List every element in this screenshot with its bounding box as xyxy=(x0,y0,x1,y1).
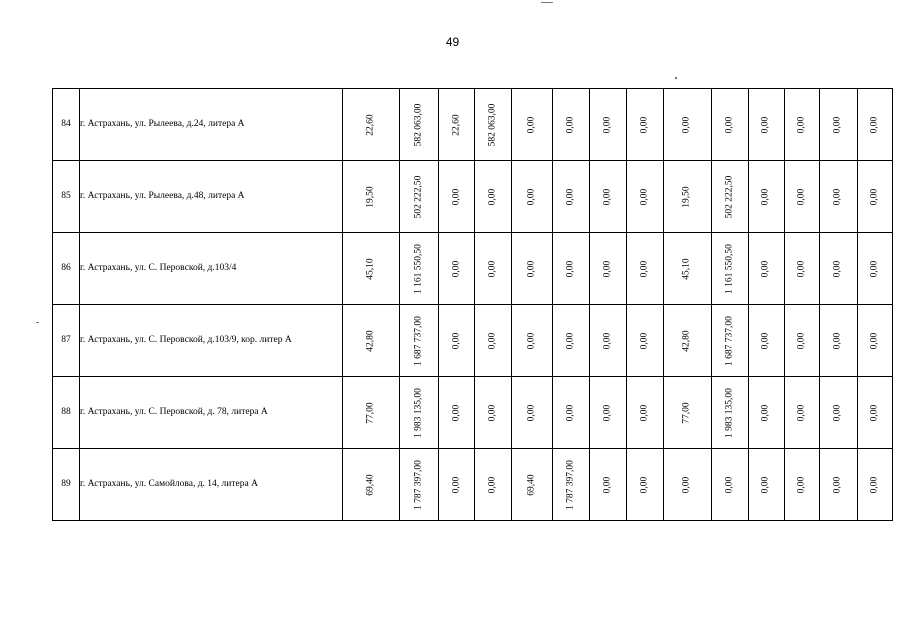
value-cell: 42,80 xyxy=(663,305,711,377)
table-row xyxy=(53,377,893,449)
value-cell: 582 063,00 xyxy=(400,89,439,161)
value-cell: 1 687 737,00 xyxy=(711,305,748,377)
value-cell: 0,00 xyxy=(589,449,626,521)
value-cell: 0,00 xyxy=(589,89,626,161)
value-cell: 0,00 xyxy=(819,89,857,161)
value-cell: 0,00 xyxy=(475,305,511,377)
value-cell: 0,00 xyxy=(819,377,857,449)
value-cell: 0,00 xyxy=(663,449,711,521)
table-row xyxy=(53,449,893,521)
value-cell: 0,00 xyxy=(511,161,552,233)
value-cell: 0,00 xyxy=(475,377,511,449)
value-cell: 77,00 xyxy=(663,377,711,449)
value-cell: 0,00 xyxy=(439,233,475,305)
value-cell: 0,00 xyxy=(784,305,819,377)
value-cell: 0,00 xyxy=(748,305,784,377)
value-cell: 0,00 xyxy=(857,233,892,305)
value-cell: 0,00 xyxy=(857,89,892,161)
row-number: 86 xyxy=(53,233,80,305)
value-cell: 0,00 xyxy=(439,377,475,449)
value-cell: 0,00 xyxy=(439,305,475,377)
value-cell: 502 222,50 xyxy=(711,161,748,233)
row-number: 87 xyxy=(53,305,80,377)
value-cell: 69,40 xyxy=(511,449,552,521)
table-row xyxy=(53,161,893,233)
value-cell: 69,40 xyxy=(343,449,400,521)
value-cell: 0,00 xyxy=(784,233,819,305)
value-cell: 77,00 xyxy=(343,377,400,449)
value-cell: 0,00 xyxy=(626,89,663,161)
value-cell: 0,00 xyxy=(552,89,589,161)
value-cell: 0,00 xyxy=(748,233,784,305)
value-cell: 0,00 xyxy=(784,377,819,449)
value-cell: 0,00 xyxy=(511,233,552,305)
value-cell: 0,00 xyxy=(784,89,819,161)
value-cell: 0,00 xyxy=(552,233,589,305)
value-cell: 0,00 xyxy=(511,305,552,377)
value-cell: 0,00 xyxy=(819,233,857,305)
value-cell: 0,00 xyxy=(748,161,784,233)
value-cell: 42,80 xyxy=(343,305,400,377)
row-number: 89 xyxy=(53,449,80,521)
value-cell: 0,00 xyxy=(475,233,511,305)
value-cell: 0,00 xyxy=(626,233,663,305)
value-cell: 0,00 xyxy=(857,449,892,521)
value-cell: 1 687 737,00 xyxy=(400,305,439,377)
value-cell: 0,00 xyxy=(748,377,784,449)
value-cell: 0,00 xyxy=(511,377,552,449)
value-cell: 0,00 xyxy=(748,449,784,521)
value-cell: 0,00 xyxy=(552,305,589,377)
value-cell: 0,00 xyxy=(589,161,626,233)
row-address: г. Астрахань, ул. Рылеева, д.48, литера А xyxy=(80,161,343,233)
value-cell: 0,00 xyxy=(626,161,663,233)
value-cell: 0,00 xyxy=(748,89,784,161)
value-cell: 0,00 xyxy=(819,161,857,233)
data-table xyxy=(52,88,893,521)
value-cell: 1 787 397,00 xyxy=(400,449,439,521)
value-cell: 0,00 xyxy=(819,305,857,377)
value-cell: 1 161 550,50 xyxy=(711,233,748,305)
value-cell: 0,00 xyxy=(626,449,663,521)
value-cell: 0,00 xyxy=(589,233,626,305)
row-number: 85 xyxy=(53,161,80,233)
value-cell: 1 787 397,00 xyxy=(552,449,589,521)
value-cell: 0,00 xyxy=(711,89,748,161)
value-cell: 1 983 135,00 xyxy=(400,377,439,449)
row-number: 84 xyxy=(53,89,80,161)
table-row xyxy=(53,89,893,161)
page-number: 49 xyxy=(445,35,460,49)
row-address: г. Астрахань, ул. Самойлова, д. 14, литера А xyxy=(80,449,343,521)
row-address: г. Астрахань, ул. С. Перовской, д. 78, литера А xyxy=(80,377,343,449)
row-address: г. Астрахань, ул. Рылеева, д.24, литера А xyxy=(80,89,343,161)
row-address: г. Астрахань, ул. С. Перовской, д.103/4 xyxy=(80,233,343,305)
value-cell: 0,00 xyxy=(475,449,511,521)
value-cell: 19,50 xyxy=(343,161,400,233)
value-cell: 0,00 xyxy=(857,161,892,233)
value-cell: 0,00 xyxy=(857,377,892,449)
value-cell: 45,10 xyxy=(663,233,711,305)
value-cell: 0,00 xyxy=(589,377,626,449)
table-row xyxy=(53,305,893,377)
scan-speck xyxy=(36,322,39,323)
value-cell: 0,00 xyxy=(784,449,819,521)
value-cell: 0,00 xyxy=(475,161,511,233)
value-cell: 0,00 xyxy=(439,161,475,233)
value-cell: 0,00 xyxy=(439,449,475,521)
value-cell: 0,00 xyxy=(663,89,711,161)
scan-speck xyxy=(675,77,677,79)
value-cell: 19,50 xyxy=(663,161,711,233)
value-cell: 1 983 135,00 xyxy=(711,377,748,449)
value-cell: 0,00 xyxy=(552,377,589,449)
value-cell: 45,10 xyxy=(343,233,400,305)
value-cell: 582 063,00 xyxy=(475,89,511,161)
table-row xyxy=(53,233,893,305)
value-cell: 0,00 xyxy=(857,305,892,377)
scan-speck xyxy=(541,2,553,3)
value-cell: 1 161 550,50 xyxy=(400,233,439,305)
value-cell: 0,00 xyxy=(552,161,589,233)
value-cell: 0,00 xyxy=(626,305,663,377)
value-cell: 0,00 xyxy=(819,449,857,521)
value-cell: 502 222,50 xyxy=(400,161,439,233)
row-number: 88 xyxy=(53,377,80,449)
value-cell: 0,00 xyxy=(711,449,748,521)
row-address: г. Астрахань, ул. С. Перовской, д.103/9, кор. литер А xyxy=(80,305,343,377)
value-cell: 22,60 xyxy=(343,89,400,161)
value-cell: 0,00 xyxy=(784,161,819,233)
value-cell: 0,00 xyxy=(589,305,626,377)
value-cell: 0,00 xyxy=(511,89,552,161)
value-cell: 22,60 xyxy=(439,89,475,161)
value-cell: 0,00 xyxy=(626,377,663,449)
